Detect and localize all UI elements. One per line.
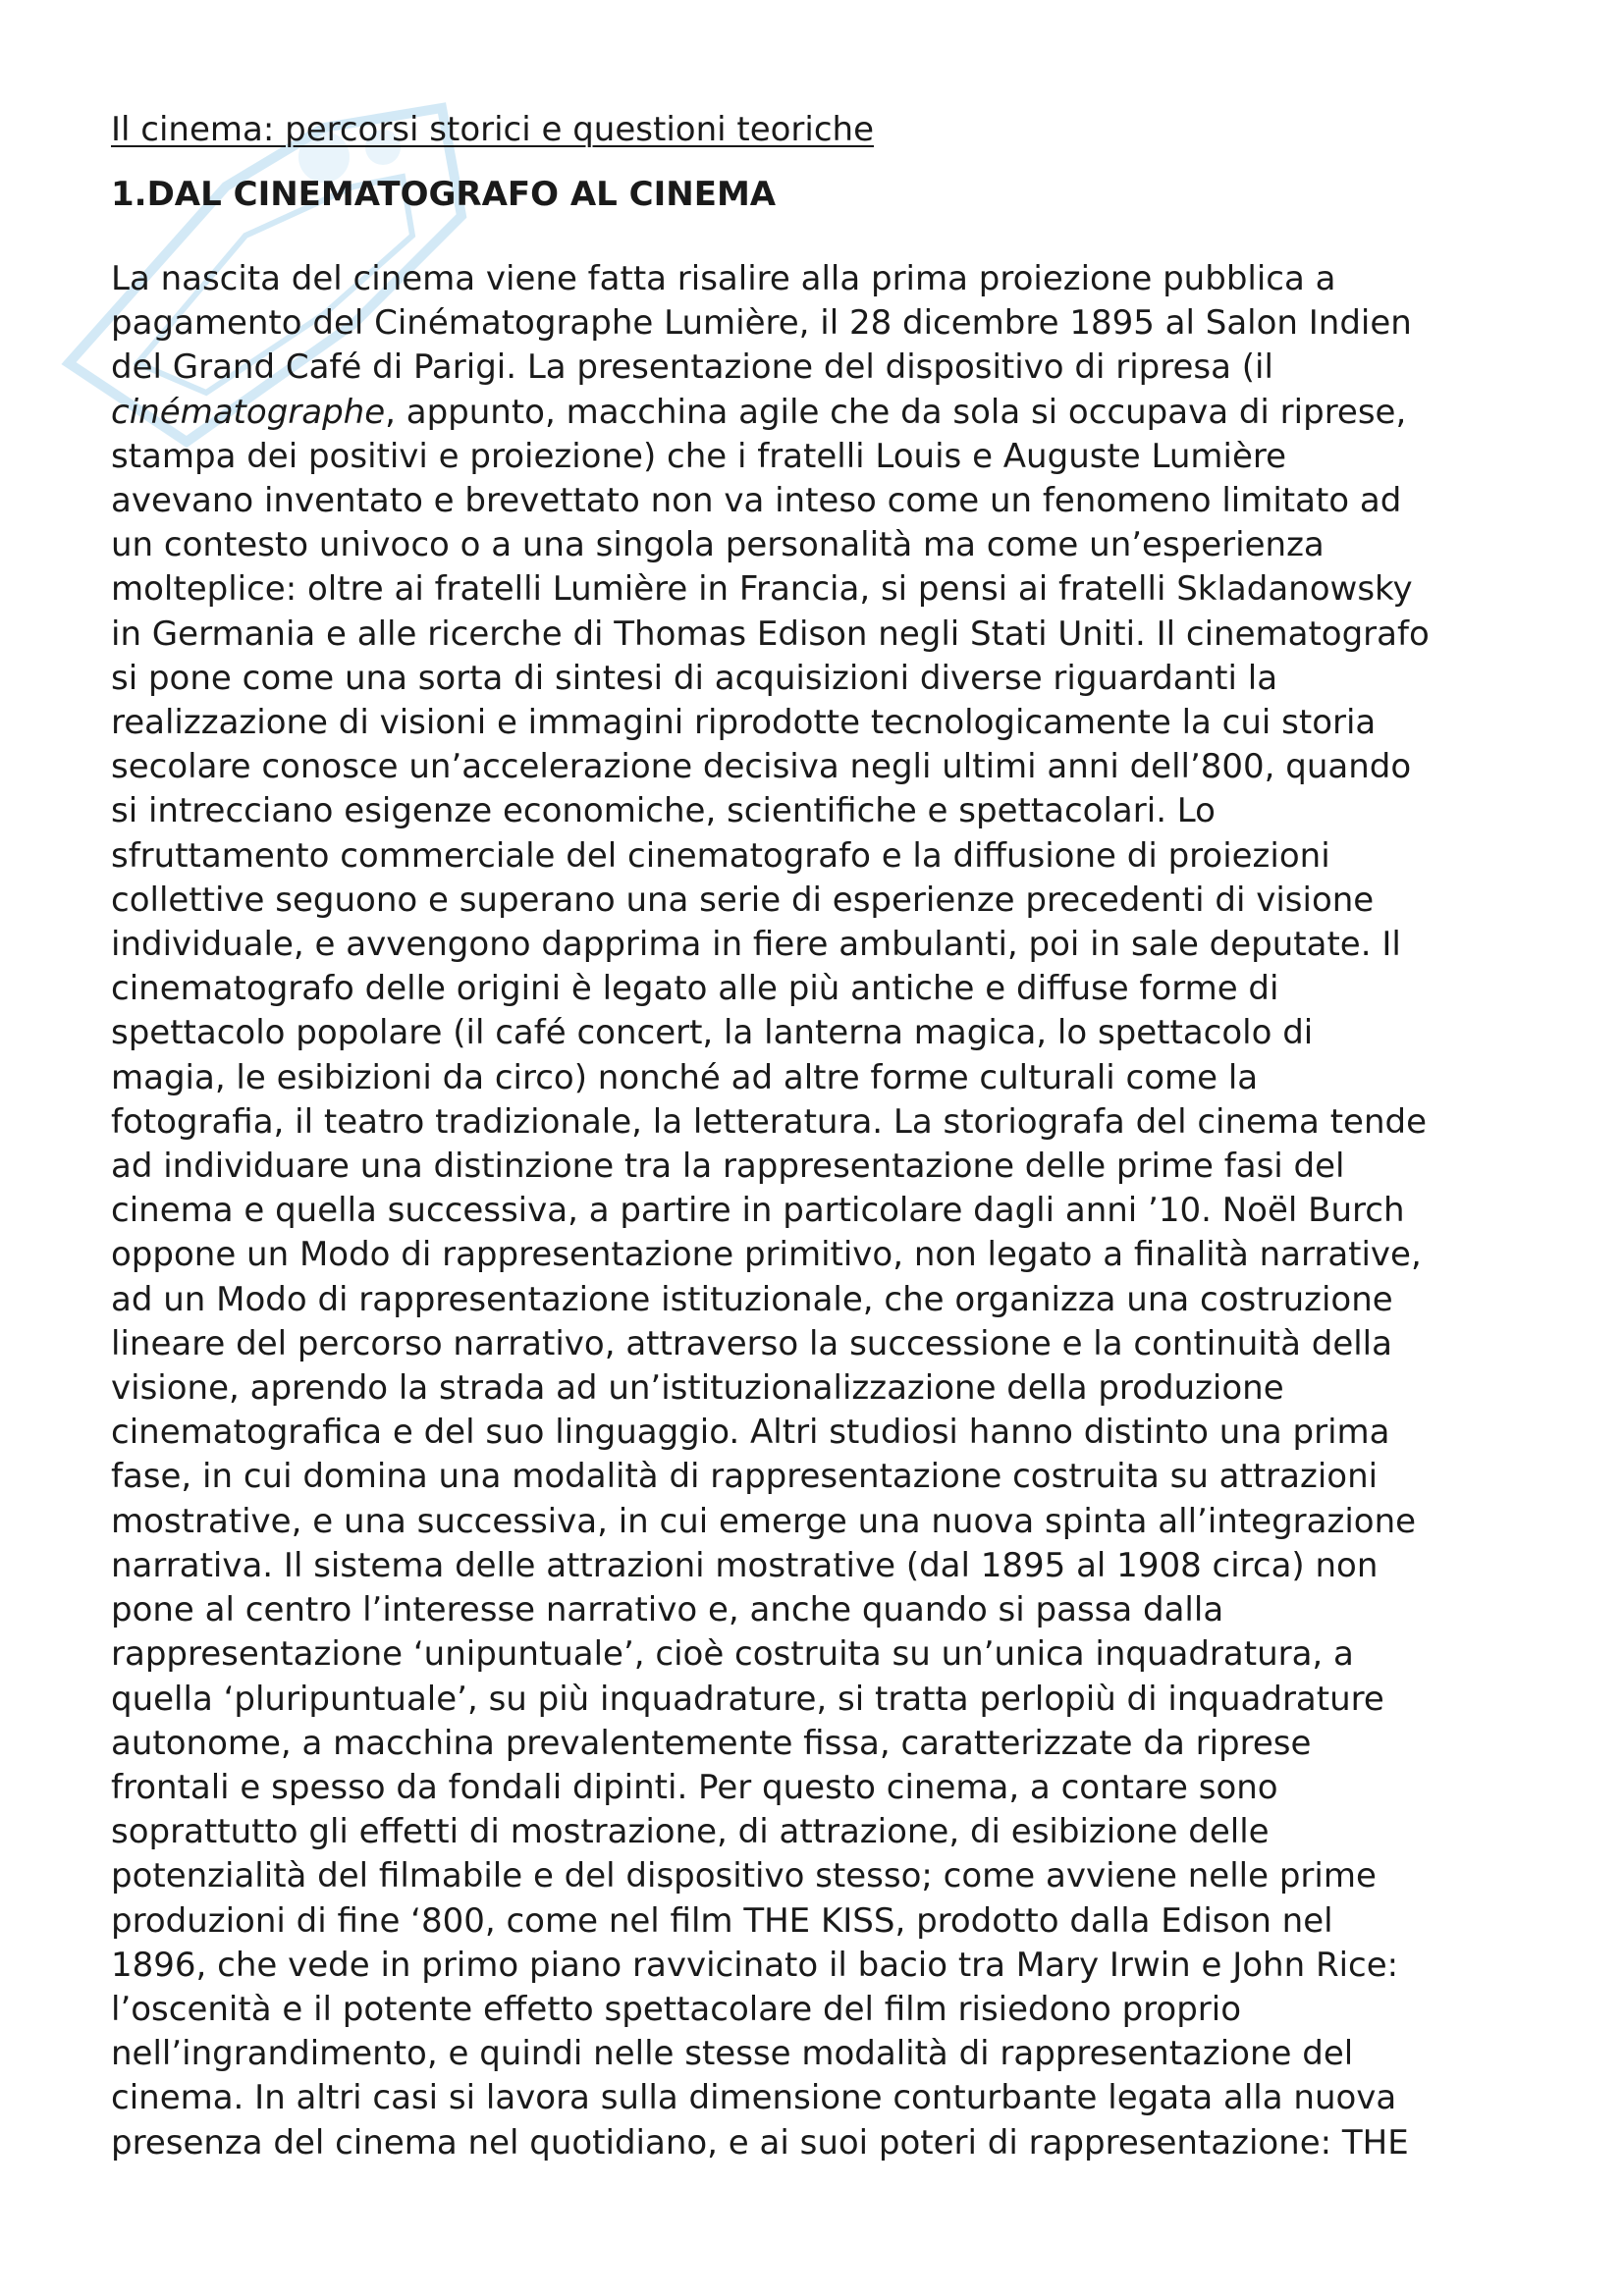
paragraph-line: ad un Modo di rappresentazione istituzionale, che organizza una costruzione [111,1279,1393,1319]
paragraph-line: del Grand Café di Parigi. La presentazione del dispositivo di ripresa (il [111,347,1273,388]
paragraph-line: 1896, che vede in primo piano ravvicinato il bacio tra Mary Irwin e John Rice: [111,1945,1399,1985]
paragraph-line: soprattutto gli effetti di mostrazione, di attrazione, di esibizione delle [111,1812,1270,1852]
italic-term: cinématographe [111,392,386,432]
paragraph-line: autonome, a macchina prevalentemente fissa, caratterizzate da riprese [111,1723,1312,1763]
paragraph-line: sfruttamento commerciale del cinematografo e la diffusione di proiezioni [111,835,1330,876]
paragraph-line: si pone come una sorta di sintesi di acquisizioni diverse riguardanti la [111,658,1278,698]
paragraph-line: produzioni di fine ‘800, come nel film THE KISS, prodotto dalla Edison nel [111,1900,1333,1941]
section-heading: 1.DAL CINEMATOGRAFO AL CINEMA [111,175,777,214]
paragraph-line: ad individuare una distinzione tra la rappresentazione delle prime fasi del [111,1147,1345,1187]
document-content [111,108,1525,2165]
paragraph-line: cinematografo delle origini è legato alle più antiche e diffuse forme di [111,969,1279,1009]
body-paragraph [111,257,1525,2165]
paragraph-line: molteplice: oltre ai fratelli Lumière in Francia, si pensi ai fratelli Skladanowsky [111,569,1413,610]
paragraph-line: potenzialità del filmabile e del dispositivo stesso; come avviene nelle prime [111,1856,1377,1896]
paragraph-line: cinema e quella successiva, a partire in particolare dagli anni ’10. Noël Burch [111,1191,1405,1231]
paragraph-line: lineare del percorso narrativo, attraverso la successione e la continuità della [111,1323,1392,1363]
paragraph-line: quella ‘pluripuntuale’, su più inquadrature, si tratta perlopiù di inquadrature [111,1679,1384,1719]
paragraph-line: pone al centro l’interesse narrativo e, anche quando si passa dalla [111,1590,1224,1630]
paragraph-line: narrativa. Il sistema delle attrazioni mostrative (dal 1895 al 1908 circa) non [111,1545,1379,1585]
paragraph-line: La nascita del cinema viene fatta risalire alla prima proiezione pubblica a [111,259,1336,298]
paragraph-line: magia, le esibizioni da circo) nonché ad altre forme culturali come la [111,1057,1259,1097]
paragraph-line: mostrative, e una successiva, in cui emerge una nuova spinta all’integrazione [111,1501,1417,1541]
paragraph-line: rappresentazione ‘unipuntuale’, cioè costruita su un’unica inquadratura, a [111,1634,1354,1675]
paragraph-line: cinematografica e del suo linguaggio. Altri studiosi hanno distinto una prima [111,1413,1390,1453]
paragraph-line: realizzazione di visioni e immagini riprodotte tecnologicamente la cui storia [111,703,1377,743]
paragraph-line: nell’ingrandimento, e quindi nelle stesse modalità di rappresentazione del [111,2034,1354,2074]
paragraph-line: un contesto univoco o a una singola personalità ma come un’esperienza [111,525,1325,565]
paragraph-line: oppone un Modo di rappresentazione primitivo, non legato a finalità narrative, [111,1235,1422,1275]
paragraph-line: spettacolo popolare (il café concert, la lanterna magica, lo spettacolo di [111,1013,1314,1053]
paragraph-line: fase, in cui domina una modalità di rappresentazione costruita su attrazioni [111,1457,1379,1497]
document-title: Il cinema: percorsi storici e questioni teoriche [111,110,875,149]
paragraph-line: avevano inventato e brevettato non va inteso come un fenomeno limitato ad [111,481,1402,521]
paragraph-line: collettive seguono e superano una serie di esperienze precedenti di visione [111,880,1375,920]
paragraph-line: individuale, e avvengono dapprima in fiere ambulanti, poi in sale deputate. Il [111,925,1401,965]
paragraph-line: l’oscenità e il potente effetto spettacolare del film risiedono proprio [111,1989,1242,2029]
paragraph-line: visione, aprendo la strada ad un’istituzionalizzazione della produzione [111,1368,1284,1409]
paragraph-line: in Germania e alle ricerche di Thomas Edison negli Stati Uniti. Il cinematografo [111,614,1430,654]
paragraph-line: stampa dei positivi e proiezione) che i fratelli Louis e Auguste Lumière [111,436,1287,476]
paragraph-line: cinema. In altri casi si lavora sulla dimensione conturbante legata alla nuova [111,2078,1397,2118]
paragraph-line-italic [111,391,1525,435]
paragraph-line: frontali e spesso da fondali dipinti. Per questo cinema, a contare sono [111,1767,1278,1807]
paragraph-line: fotografia, il teatro tradizionale, la letteratura. La storiografa del cinema tende [111,1101,1427,1142]
paragraph-line: presenza del cinema nel quotidiano, e ai suoi poteri di rappresentazione: THE [111,2122,1409,2163]
italic-line-rest: , appunto, macchina agile che da sola si occupava di riprese, [385,392,1407,432]
paragraph-line: pagamento del Cinématographe Lumière, il 28 dicembre 1895 al Salon Indien [111,303,1412,344]
paragraph-line: secolare conosce un’accelerazione decisiva negli ultimi anni dell’800, quando [111,747,1412,787]
paragraph-line: si intrecciano esigenze economiche, scientifiche e spettacolari. Lo [111,791,1216,831]
